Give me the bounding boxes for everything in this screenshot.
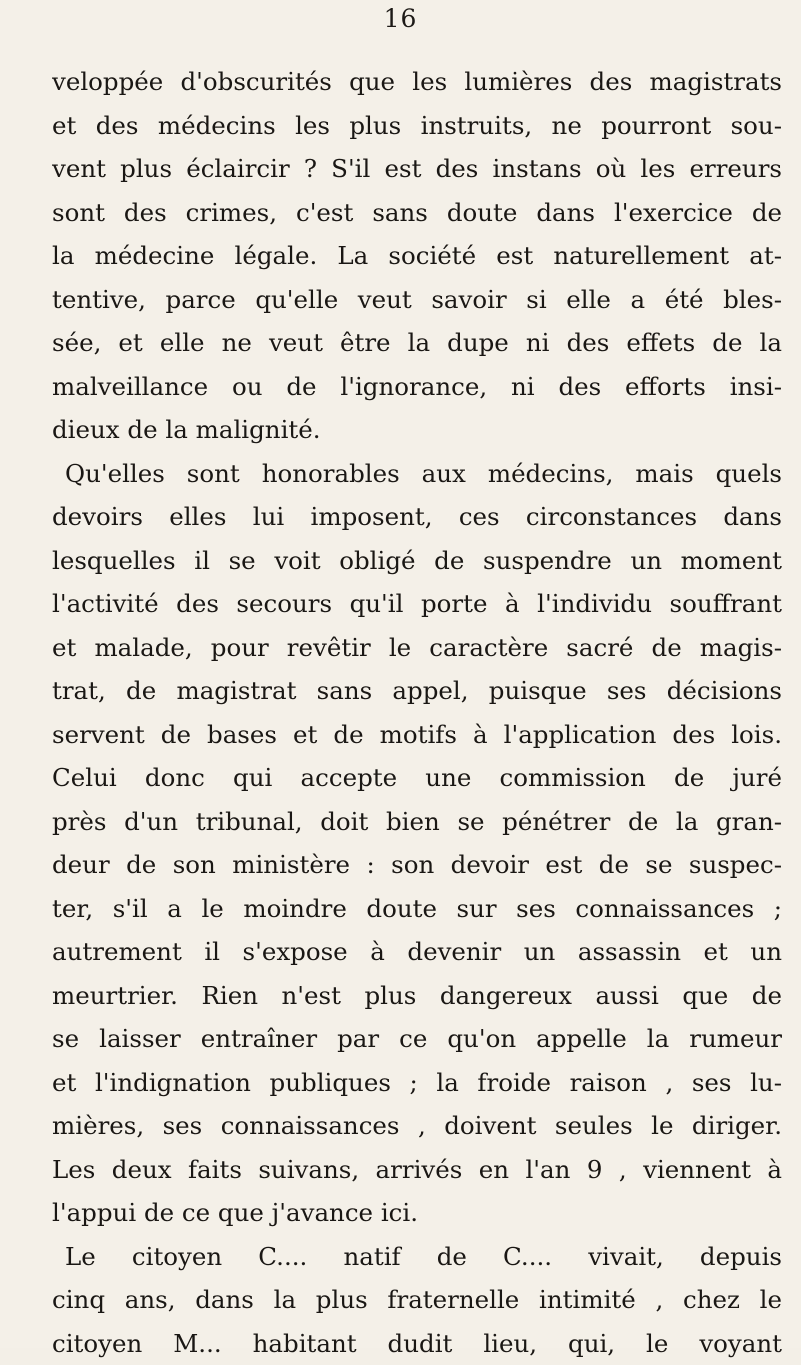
text-line: et malade, pour revêtir le caractère sacré de magis- xyxy=(52,626,782,670)
text-line: Le citoyen C.... natif de C.... vivait, depuis xyxy=(52,1235,782,1279)
text-line: mières, ses connaissances , doivent seules le diriger. xyxy=(52,1104,782,1148)
text-line: Celui donc qui accepte une commission de juré xyxy=(52,756,782,800)
text-line: cinq ans, dans la plus fraternelle intimité , chez le xyxy=(52,1278,782,1322)
text-line: autrement il s'expose à devenir un assassin et un xyxy=(52,930,782,974)
text-line: trat, de magistrat sans appel, puisque ses décisions xyxy=(52,669,782,713)
text-line: Qu'elles sont honorables aux médecins, mais quels xyxy=(52,452,782,496)
text-line: lesquelles il se voit obligé de suspendre un moment xyxy=(52,539,782,583)
text-line: malveillance ou de l'ignorance, ni des efforts insi- xyxy=(52,365,782,409)
body-text xyxy=(52,60,782,1365)
text-line: deur de son ministère : son devoir est de se suspec- xyxy=(52,843,782,887)
page-number: 16 xyxy=(0,4,801,33)
text-line: la médecine légale. La société est naturellement at- xyxy=(52,234,782,278)
text-line: Les deux faits suivans, arrivés en l'an 9 , viennent à xyxy=(52,1148,782,1192)
text-line: l'activité des secours qu'il porte à l'individu souffrant xyxy=(52,582,782,626)
text-line: et l'indignation publiques ; la froide raison , ses lu- xyxy=(52,1061,782,1105)
text-line: tentive, parce qu'elle veut savoir si elle a été bles- xyxy=(52,278,782,322)
text-line: près d'un tribunal, doit bien se pénétrer de la gran- xyxy=(52,800,782,844)
text-line: sont des crimes, c'est sans doute dans l'exercice de xyxy=(52,191,782,235)
text-line: se laisser entraîner par ce qu'on appelle la rumeur xyxy=(52,1017,782,1061)
text-line: veloppée d'obscurités que les lumières des magistrats xyxy=(52,60,782,104)
text-line: devoirs elles lui imposent, ces circonstances dans xyxy=(52,495,782,539)
text-line: meurtrier. Rien n'est plus dangereux aussi que de xyxy=(52,974,782,1018)
text-line: vent plus éclaircir ? S'il est des instans où les erreurs xyxy=(52,147,782,191)
text-line: dieux de la malignité. xyxy=(52,408,782,452)
text-line: ter, s'il a le moindre doute sur ses connaissances ; xyxy=(52,887,782,931)
text-line: l'appui de ce que j'avance ici. xyxy=(52,1191,782,1235)
text-line: sée, et elle ne veut être la dupe ni des effets de la xyxy=(52,321,782,365)
text-line: citoyen M... habitant dudit lieu, qui, le voyant xyxy=(52,1322,782,1365)
text-line: et des médecins les plus instruits, ne pourront sou- xyxy=(52,104,782,148)
text-line: servent de bases et de motifs à l'application des lois. xyxy=(52,713,782,757)
